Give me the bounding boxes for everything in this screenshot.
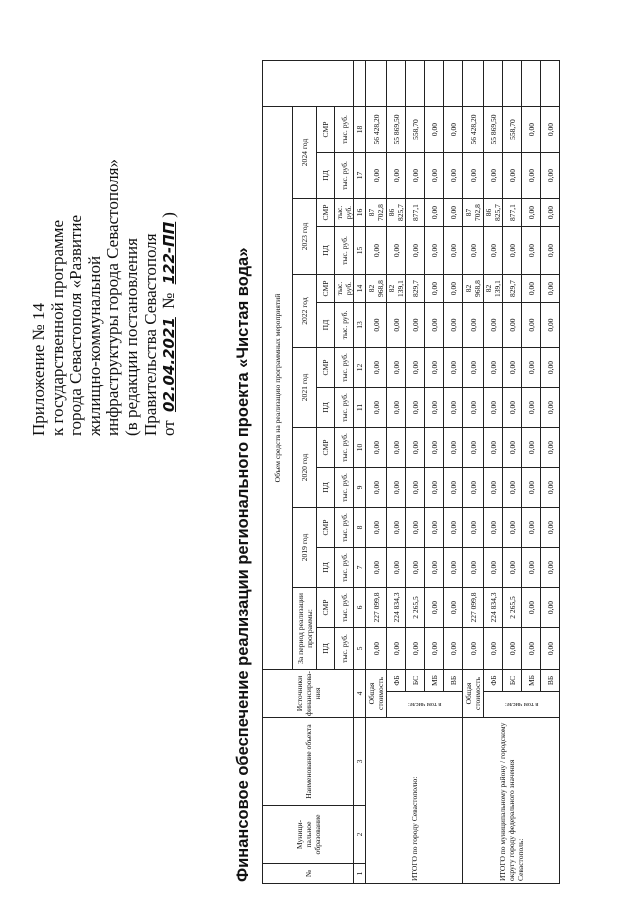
column-number: 13 — [354, 303, 366, 348]
value-cell: 0,00 — [541, 303, 560, 348]
including-cell — [484, 692, 560, 718]
value-cell: 56 428,20 — [463, 107, 484, 153]
source-cell: ФБ — [387, 670, 406, 692]
value-cell: 2 265,5 — [406, 588, 425, 628]
from-label: от — [159, 420, 179, 436]
value-cell: 0,00 — [522, 153, 541, 199]
value-cell: 0,00 — [503, 303, 522, 348]
value-cell: 0,00 — [503, 388, 522, 428]
value-cell: 0,00 — [463, 153, 484, 199]
value-cell: 0,00 — [541, 508, 560, 548]
value-cell: 0,00 — [541, 227, 560, 275]
value-cell: 877,1 — [406, 199, 425, 227]
value-cell: 0,00 — [522, 199, 541, 227]
appendix-line: Правительства Севастополя — [140, 233, 160, 436]
source-cell: МБ — [425, 670, 444, 692]
value-cell: 82 968,8 — [366, 275, 387, 303]
header-period: За период реализации программы: — [293, 588, 317, 670]
value-cell: 0,00 — [387, 628, 406, 670]
column-number: 7 — [354, 548, 366, 588]
value-cell: 0,00 — [444, 548, 463, 588]
value-cell: 0,00 — [444, 227, 463, 275]
value-cell: 82 139,1 — [387, 275, 406, 303]
header-year: 2020 год — [293, 428, 317, 508]
value-cell: 227 099,8 — [463, 588, 484, 628]
header-unit: тыс. руб. — [335, 348, 354, 388]
header-pd: ПД — [317, 548, 335, 588]
value-cell: 0,00 — [541, 548, 560, 588]
value-cell: 0,00 — [541, 199, 560, 227]
value-cell: 0,00 — [425, 588, 444, 628]
value-cell: 558,70 — [503, 107, 522, 153]
appendix-line: к государственной программе — [47, 219, 67, 436]
value-cell: 0,00 — [541, 588, 560, 628]
column-number: 18 — [354, 107, 366, 153]
header-smr: СМР — [317, 199, 335, 227]
value-cell: 2 265,5 — [503, 588, 522, 628]
value-cell: 0,00 — [484, 548, 503, 588]
value-cell: 0,00 — [503, 548, 522, 588]
header-municipality: Муници-пальное образование — [263, 806, 354, 864]
header-pd: ПД — [317, 153, 335, 199]
value-cell: 86 825,7 — [387, 199, 406, 227]
value-cell: 0,00 — [444, 388, 463, 428]
value-cell: 0,00 — [406, 348, 425, 388]
spare-cell — [425, 61, 444, 107]
value-cell: 0,00 — [522, 303, 541, 348]
header-smr: СМР — [317, 588, 335, 628]
column-number: 5 — [354, 628, 366, 670]
column-number: 12 — [354, 348, 366, 388]
value-cell: 0,00 — [425, 628, 444, 670]
value-cell: 86 825,7 — [484, 199, 503, 227]
value-cell: 0,00 — [541, 348, 560, 388]
value-cell: 0,00 — [425, 227, 444, 275]
header-unit: тыс. руб. — [335, 468, 354, 508]
value-cell: 0,00 — [484, 303, 503, 348]
value-cell: 0,00 — [522, 468, 541, 508]
value-cell: 55 869,50 — [484, 107, 503, 153]
value-cell: 0,00 — [463, 227, 484, 275]
value-cell: 0,00 — [406, 548, 425, 588]
column-number: 17 — [354, 153, 366, 199]
value-cell: 0,00 — [541, 107, 560, 153]
source-cell: ФБ — [484, 670, 503, 692]
value-cell: 0,00 — [406, 468, 425, 508]
value-cell: 0,00 — [522, 348, 541, 388]
value-cell: 0,00 — [444, 428, 463, 468]
value-cell: 0,00 — [484, 508, 503, 548]
value-cell: 0,00 — [406, 428, 425, 468]
value-cell: 0,00 — [425, 199, 444, 227]
header-year: 2022 год — [293, 275, 317, 348]
header-year: 2023 год — [293, 199, 317, 275]
header-volume: Объем средств на реализацию программных мероприятий — [263, 107, 293, 670]
value-cell: 0,00 — [503, 468, 522, 508]
value-cell: 0,00 — [366, 303, 387, 348]
value-cell: 0,00 — [522, 388, 541, 428]
value-cell: 0,00 — [425, 388, 444, 428]
value-cell: 0,00 — [425, 468, 444, 508]
column-number: 1 — [354, 864, 366, 884]
header-pd: ПД — [317, 227, 335, 275]
header-pd: ПД — [317, 468, 335, 508]
value-cell: 0,00 — [444, 199, 463, 227]
value-cell: 0,00 — [503, 508, 522, 548]
value-cell: 0,00 — [484, 348, 503, 388]
column-number-spare — [354, 61, 366, 107]
value-cell: 0,00 — [444, 107, 463, 153]
value-cell: 0,00 — [366, 153, 387, 199]
value-cell: 0,00 — [444, 275, 463, 303]
value-cell: 0,00 — [541, 388, 560, 428]
value-cell: 0,00 — [406, 388, 425, 428]
spare-cell — [444, 61, 463, 107]
value-cell: 0,00 — [387, 468, 406, 508]
value-cell: 0,00 — [503, 428, 522, 468]
document-title: Финансовое обеспечение реализации регионального проекта «Чистая вода» — [234, 247, 252, 882]
value-cell: 0,00 — [444, 348, 463, 388]
header-pd: ПД — [317, 388, 335, 428]
value-cell: 0,00 — [387, 548, 406, 588]
value-cell: 0,00 — [541, 628, 560, 670]
source-cell: Общая стоимость — [366, 670, 387, 718]
value-cell: 0,00 — [522, 548, 541, 588]
header-object: Наименование объекта — [263, 718, 354, 806]
source-cell: БС — [503, 670, 522, 692]
appendix-line: Приложение № 14 — [29, 303, 48, 436]
value-cell: 0,00 — [444, 303, 463, 348]
column-number: 9 — [354, 468, 366, 508]
value-cell: 0,00 — [541, 153, 560, 199]
value-cell: 0,00 — [503, 153, 522, 199]
value-cell: 0,00 — [484, 388, 503, 428]
including-label: в том числе: — [407, 701, 442, 708]
spare-cell — [366, 61, 387, 107]
value-cell: 0,00 — [444, 628, 463, 670]
value-cell: 0,00 — [366, 227, 387, 275]
header-unit: тыс. руб. — [335, 199, 354, 227]
value-cell: 0,00 — [387, 508, 406, 548]
source-cell: БС — [406, 670, 425, 692]
value-cell: 82 139,1 — [484, 275, 503, 303]
value-cell: 0,00 — [503, 628, 522, 670]
value-cell: 0,00 — [541, 275, 560, 303]
value-cell: 0,00 — [366, 428, 387, 468]
value-cell: 0,00 — [387, 153, 406, 199]
value-cell: 558,70 — [406, 107, 425, 153]
value-cell: 0,00 — [463, 303, 484, 348]
column-number: 11 — [354, 388, 366, 428]
value-cell: 87 702,8 — [366, 199, 387, 227]
header-smr: СМР — [317, 107, 335, 153]
value-cell: 0,00 — [366, 468, 387, 508]
value-cell: 0,00 — [406, 153, 425, 199]
header-year: 2019 год — [293, 508, 317, 588]
appendix-line: (в редакции постановления — [121, 238, 141, 436]
value-cell: 224 834,3 — [484, 588, 503, 628]
header-smr: СМР — [317, 428, 335, 468]
value-cell: 0,00 — [522, 275, 541, 303]
value-cell: 0,00 — [425, 153, 444, 199]
column-number: 4 — [354, 670, 366, 718]
value-cell: 0,00 — [444, 153, 463, 199]
value-cell: 0,00 — [366, 388, 387, 428]
value-cell: 0,00 — [366, 508, 387, 548]
value-cell: 0,00 — [484, 428, 503, 468]
value-cell: 0,00 — [541, 428, 560, 468]
spare-cell — [387, 61, 406, 107]
handwritten-number: 122-ПП — [160, 221, 179, 285]
value-cell: 0,00 — [484, 628, 503, 670]
header-source: Источники финансирова-ния — [263, 670, 354, 718]
number-label: № — [159, 292, 179, 309]
value-cell: 0,00 — [366, 548, 387, 588]
value-cell: 0,00 — [366, 348, 387, 388]
value-cell: 0,00 — [463, 388, 484, 428]
appendix-line: жилищно-коммунальной — [84, 255, 104, 436]
financing-table — [262, 60, 560, 884]
value-cell: 877,1 — [503, 199, 522, 227]
including-label: в том числе: — [504, 701, 539, 708]
value-cell: 0,00 — [463, 548, 484, 588]
spare-column — [263, 61, 354, 107]
appendix-date-line — [160, 76, 179, 436]
appendix-block — [30, 76, 179, 436]
header-unit: тыс. руб. — [335, 588, 354, 628]
spare-cell — [484, 61, 503, 107]
header-unit: тыс. руб. — [335, 107, 354, 153]
value-cell: 0,00 — [522, 508, 541, 548]
value-cell: 0,00 — [406, 303, 425, 348]
value-cell: 0,00 — [444, 508, 463, 548]
source-cell: МБ — [522, 670, 541, 692]
header-unit: тыс. руб. — [335, 153, 354, 199]
header-year: 2021 год — [293, 348, 317, 428]
value-cell: 0,00 — [541, 468, 560, 508]
value-cell: 0,00 — [484, 153, 503, 199]
group-label: ИТОГО по муниципальному району / городскому округу городу федерального значения Севастополь: — [463, 718, 560, 884]
value-cell: 0,00 — [503, 227, 522, 275]
spare-cell — [463, 61, 484, 107]
including-cell — [387, 692, 463, 718]
spare-cell — [406, 61, 425, 107]
value-cell: 0,00 — [425, 508, 444, 548]
value-cell: 0,00 — [463, 508, 484, 548]
value-cell: 0,00 — [444, 468, 463, 508]
group-label: ИТОГО по городу Севастополю: — [366, 718, 463, 884]
header-smr: СМР — [317, 348, 335, 388]
value-cell: 55 869,50 — [387, 107, 406, 153]
header-smr: СМР — [317, 275, 335, 303]
value-cell: 0,00 — [463, 348, 484, 388]
closing-paren: ) — [159, 212, 179, 218]
header-year: 2024 год — [293, 107, 317, 199]
value-cell: 0,00 — [387, 348, 406, 388]
header-pd: ПД — [317, 628, 335, 670]
value-cell: 0,00 — [425, 348, 444, 388]
value-cell: 829,7 — [503, 275, 522, 303]
value-cell: 0,00 — [503, 348, 522, 388]
header-unit: тыс. руб. — [335, 388, 354, 428]
appendix-line: города Севастополя «Развитие — [66, 214, 86, 436]
header-pd: ПД — [317, 303, 335, 348]
value-cell: 0,00 — [522, 588, 541, 628]
header-unit: тыс. руб. — [335, 628, 354, 670]
value-cell: 0,00 — [366, 628, 387, 670]
value-cell: 0,00 — [463, 628, 484, 670]
header-unit: тыс. руб. — [335, 303, 354, 348]
value-cell: 0,00 — [387, 303, 406, 348]
column-number: 15 — [354, 227, 366, 275]
source-cell: ВБ — [444, 670, 463, 692]
value-cell: 0,00 — [387, 388, 406, 428]
value-cell: 0,00 — [425, 428, 444, 468]
column-number: 3 — [354, 718, 366, 806]
value-cell: 0,00 — [522, 628, 541, 670]
value-cell: 56 428,20 — [366, 107, 387, 153]
value-cell: 829,7 — [406, 275, 425, 303]
value-cell: 0,00 — [406, 628, 425, 670]
table-row — [463, 61, 484, 884]
value-cell: 0,00 — [425, 303, 444, 348]
value-cell: 0,00 — [522, 428, 541, 468]
value-cell: 224 834,3 — [387, 588, 406, 628]
spare-cell — [541, 61, 560, 107]
value-cell: 0,00 — [406, 227, 425, 275]
header-unit: тыс. руб. — [335, 227, 354, 275]
value-cell: 82 968,8 — [463, 275, 484, 303]
value-cell: 0,00 — [484, 227, 503, 275]
value-cell: 0,00 — [484, 468, 503, 508]
source-cell: ВБ — [541, 670, 560, 692]
value-cell: 0,00 — [522, 107, 541, 153]
value-cell: 0,00 — [522, 227, 541, 275]
column-number: 6 — [354, 588, 366, 628]
value-cell: 0,00 — [463, 428, 484, 468]
spare-cell — [522, 61, 541, 107]
column-number: 8 — [354, 508, 366, 548]
value-cell: 0,00 — [444, 588, 463, 628]
header-unit: тыс. руб. — [335, 428, 354, 468]
header-unit: тыс. руб. — [335, 275, 354, 303]
source-cell: Общая стоимость — [463, 670, 484, 718]
value-cell: 0,00 — [387, 227, 406, 275]
column-number: 16 — [354, 199, 366, 227]
value-cell: 0,00 — [425, 107, 444, 153]
header-unit: тыс. руб. — [335, 548, 354, 588]
header-unit: тыс. руб. — [335, 508, 354, 548]
value-cell: 87 702,8 — [463, 199, 484, 227]
value-cell: 0,00 — [425, 548, 444, 588]
header-no: № — [263, 864, 354, 884]
appendix-line: инфраструктуры города Севастополя» — [103, 159, 123, 436]
column-number: 2 — [354, 806, 366, 864]
value-cell: 0,00 — [387, 428, 406, 468]
table-row — [366, 61, 387, 884]
handwritten-date: 02.04.2021 — [160, 317, 179, 413]
value-cell: 0,00 — [406, 508, 425, 548]
value-cell: 227 099,8 — [366, 588, 387, 628]
column-number: 10 — [354, 428, 366, 468]
value-cell: 0,00 — [425, 275, 444, 303]
column-number: 14 — [354, 275, 366, 303]
header-smr: СМР — [317, 508, 335, 548]
spare-cell — [503, 61, 522, 107]
value-cell: 0,00 — [463, 468, 484, 508]
